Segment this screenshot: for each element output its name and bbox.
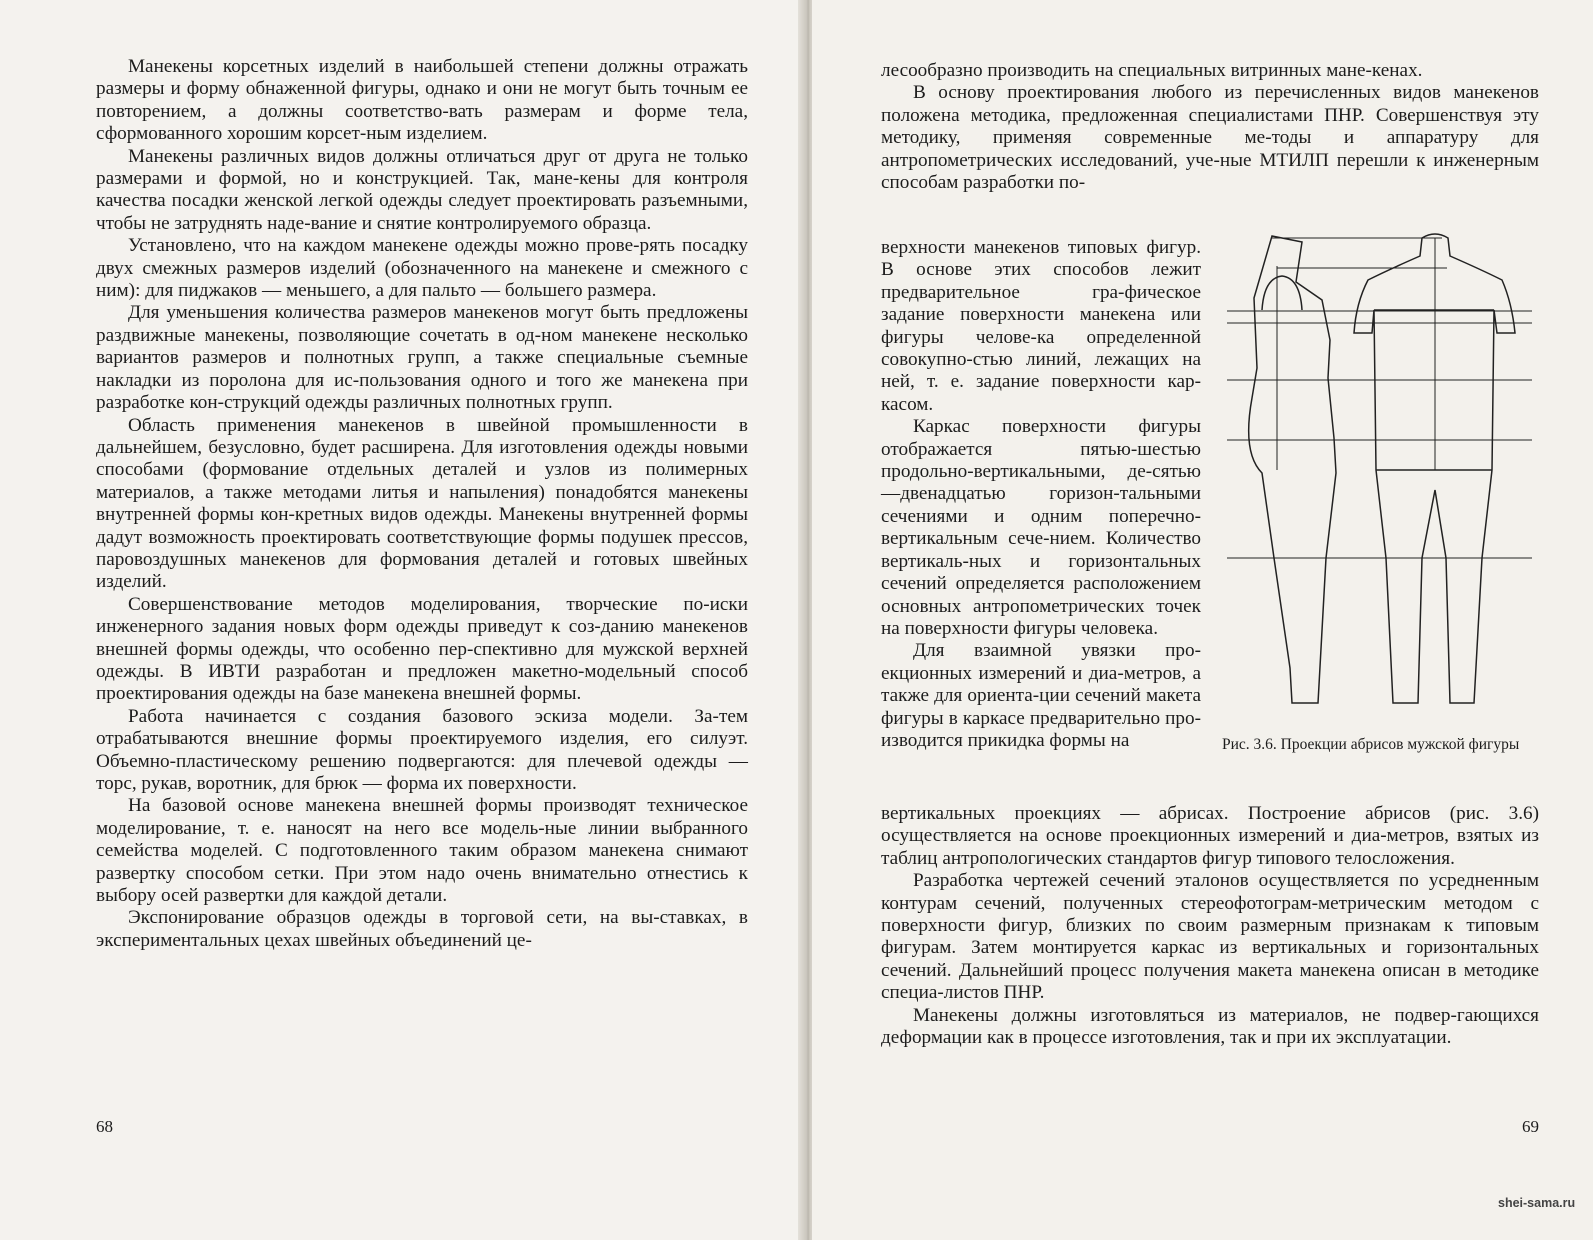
- figure-mannequin-projections: [1222, 228, 1532, 720]
- paragraph: На базовой основе манекена внешней формы производят техническое моделирование, т. е. наносят на него все модель-ные линии выбранного семейства моделей. С подготовленного таким образом манекена снимают развертку способом сетки. При этом надо очень внимательно отнестись к выбору осей развертки для каждой детали.: [96, 795, 748, 907]
- right-top-text: [881, 60, 1539, 194]
- paragraph: Манекены различных видов должны отличаться друг от друга не только размерами и формой, но и конструкцией. Так, мане-кены для контроля качества посадки женской легкой одежды следует проектировать разъемными, чтобы не затруднять наде-вание и снятие контролируемого образца.: [96, 145, 748, 234]
- paragraph: Совершенствование методов моделирования, творческие по-иски инженерного задания новых форм одежды приведут к соз-данию манекенов внешней формы одежды, что особенно пер-спективно для мужской верхней одежды. В ИВТИ разработан и предложен макетно-модельный способ проектирования одежды на базе манекена внешней формы.: [96, 593, 748, 705]
- paragraph: Каркас поверхности фигуры отображается пятью-шестью продольно-вертикальными, де-сятью—двенадцатью горизон-тальными сечениями и одним поперечно-вертикальным сече-нием. Количество вертикаль-ных и горизонтальных сечений определяется расположением основных антропометрических точек на поверхности фигуры человека.: [881, 416, 1201, 639]
- paragraph: В основу проектирования любого из перечисленных видов манекенов положена методика, предложенная специалистами ПНР. Совершенствуя эту методику, применяя современные ме-тоды и аппаратуру для антропометрических исследований, уче-ные МТИЛП перешли к инженерным способам разработки по-: [881, 82, 1539, 194]
- right-bottom-text: [881, 803, 1539, 1049]
- page-number-right: 69: [1522, 1117, 1539, 1136]
- paragraph: Для уменьшения количества размеров манекенов могут быть предложены раздвижные манекены, позволяющие сочетать в од-ном манекене несколько вариантов размеров и полнотных групп, а также специальные съемные накладки из поролона для ис-пользования одного и того же манекена при разработке кон-струкций одежды различных полнотных групп.: [96, 302, 748, 414]
- right-page: [812, 0, 1593, 1240]
- page-number-left: 68: [96, 1117, 113, 1136]
- left-body-text: [96, 56, 748, 952]
- paragraph: вертикальных проекциях — абрисах. Построение абрисов (рис. 3.6) осуществляется на основе проекционных измерений и диа-метров, взятых из таблиц антропологических стандартов фигур типового телосложения.: [881, 803, 1539, 869]
- paragraph: верхности манекенов типовых фигур. В основе этих способов лежит предварительное гра-фическое задание поверхности манекена или фигуры челове-ка определенной совокупно-стью линий, лежащих на ней, т. е. задание поверхности кар-касом.: [881, 237, 1201, 415]
- paragraph: Экспонирование образцов одежды в торговой сети, на вы-ставках, в экспериментальных цехах швейных объединений це-: [96, 907, 748, 951]
- paragraph: Установлено, что на каждом манекене одежды можно прове-рять посадку двух смежных размеров изделий (обозначенного на манекене и смежного с ним): для пиджаков — меньшего, а для пальто — большего размера.: [96, 235, 748, 302]
- paragraph: Работа начинается с создания базового эскиза модели. За-тем отрабатываются внешние формы проектируемого изделия, его силуэт. Объемно-пластическому решению подвергаются: для плечевой одежды — торс, рукав, воротник, для брюк — форма их поверхности.: [96, 705, 748, 794]
- watermark: shei-sama.ru: [1498, 1196, 1576, 1210]
- paragraph: Разработка чертежей сечений эталонов осуществляется по усредненным контурам сечений, полученных стереофотограм-метрическим методом с поверхности фигур, близких по своим размерным признакам к типовым фигурам. Затем монтируется каркас из вертикальных и горизонтальных сечений. Дальнейший процесс получения макета манекена описан в методике специа-листов ПНР.: [881, 870, 1539, 1004]
- right-wrapped-text: [881, 237, 1201, 752]
- paragraph: Область применения манекенов в швейной промышленности в дальнейшем, безусловно, будет расширена. Для изготовления одежды новыми способами (формование отдельных деталей и узлов из полимерных материалов, а также методами литья и напыления) понадобятся манекены внутренней формы кон-кретных видов одежды. Манекены внутренней формы дадут возможность проектировать соответствующие формы подушек прессов, паровоздушных манекенов для формования деталей и готовых швейных изделий.: [96, 414, 748, 593]
- figure-caption: Рис. 3.6. Проекции абрисов мужской фигуры: [1222, 736, 1520, 753]
- paragraph: Манекены должны изготовляться из материалов, не подвер-гающихся деформации как в процессе изготовления, так и при их эксплуатации.: [881, 1004, 1539, 1049]
- paragraph: лесообразно производить на специальных витринных мане-кенах.: [881, 60, 1423, 81]
- paragraph: Для взаимной увязки про-екционных измерений и диа-метров, а также для ориента-ции сечений макета фигуры в каркасе предварительно про-изводится прикидка формы на: [881, 640, 1201, 751]
- figure-drawing: [1222, 228, 1532, 720]
- paragraph: Манекены корсетных изделий в наибольшей степени должны отражать размеры и форму обнаженной фигуры, однако и они не могут быть точным ее повторением, а должны соответство-вать размерам и форме тела, сформованного хорошим корсет-ным изделием.: [96, 56, 748, 145]
